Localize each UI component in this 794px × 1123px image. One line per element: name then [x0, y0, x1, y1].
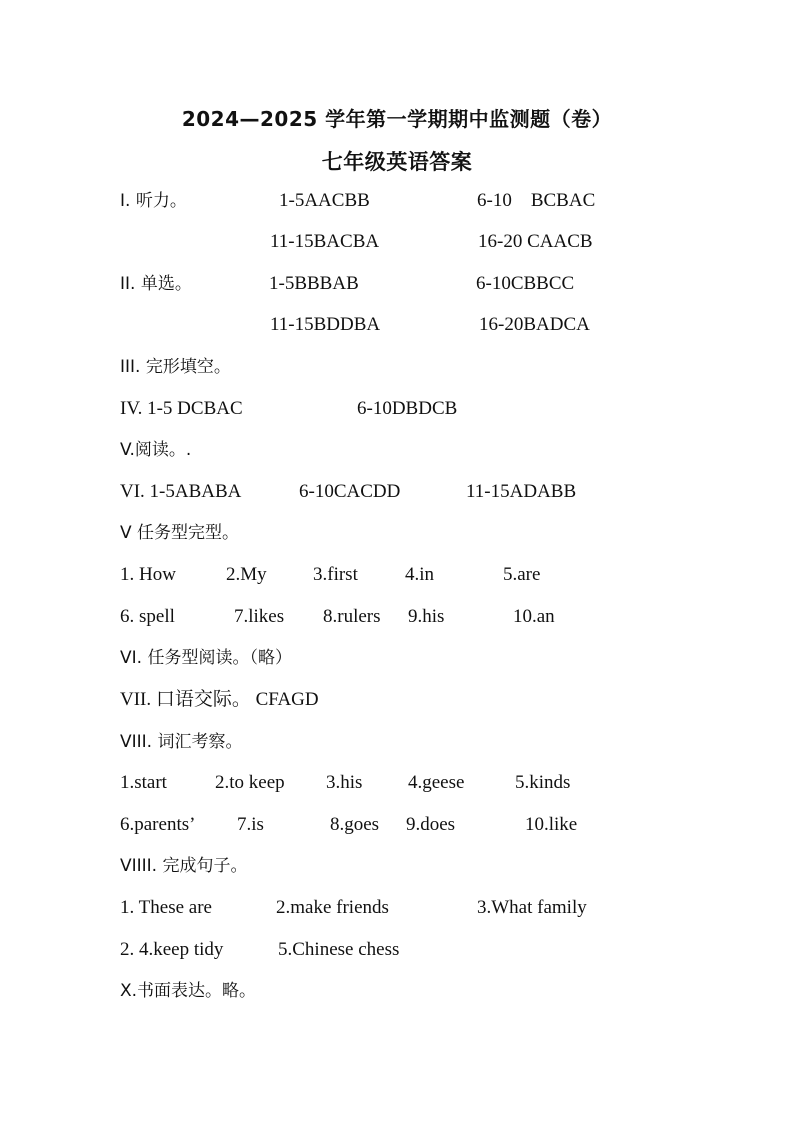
oral-communication-row — [0, 687, 794, 713]
answer-item: 1. These are — [120, 897, 212, 918]
answer-item: 5.are — [503, 564, 541, 585]
answer-item: 2.My — [226, 564, 267, 585]
task-reading-row — [0, 645, 794, 671]
section-label-sentences: VIIII. 完成句子。 — [120, 856, 248, 876]
answer-item: 6. spell — [120, 606, 175, 627]
answer-item: 6.parents’ — [120, 814, 196, 835]
answer-item: 4.geese — [408, 772, 465, 793]
answer-group: 16-20BADCA — [479, 314, 590, 335]
answer-item: 9.his — [408, 606, 445, 627]
answer-group: 11-15ADABB — [466, 481, 577, 502]
answer-group: IV. 1-5 DCBAC — [120, 398, 243, 419]
reading-answer-row — [0, 479, 794, 505]
task-cloze-row-2 — [0, 604, 794, 630]
answer-item: 3.his — [326, 772, 363, 793]
vocabulary-row-1 — [0, 770, 794, 796]
listening-row-1 — [0, 188, 794, 214]
section-label-single-choice: II. 单选。 — [120, 274, 192, 294]
answer-item: 1.start — [120, 772, 167, 793]
answer-item: 7.is — [237, 814, 264, 835]
single-choice-row-1 — [0, 271, 794, 297]
section-label-task-reading: VI. 任务型阅读。（略） — [120, 648, 292, 668]
answer-item: 3.What family — [477, 897, 587, 918]
answer-group: 1-5AACBB — [279, 190, 370, 211]
page-title: 2024—2025 学年第一学期期中监测题（卷） — [181, 107, 613, 131]
answer-group: 6-10CBBCC — [476, 273, 575, 294]
answer-group: 6-10CACDD — [299, 481, 401, 502]
vocabulary-heading-row — [0, 729, 794, 755]
answer-item: 5.Chinese chess — [278, 939, 400, 960]
page-subtitle: 七年级英语答案 — [321, 150, 473, 174]
section-label-listening: I. 听力。 — [120, 191, 187, 211]
sentence-row-1 — [0, 895, 794, 921]
writing-row — [0, 978, 794, 1004]
single-choice-row-2 — [0, 312, 794, 338]
listening-row-2 — [0, 229, 794, 255]
answer-item: 8.goes — [330, 814, 380, 835]
answer-item: 1. How — [120, 564, 176, 585]
answer-group: 16-20 CAACB — [478, 231, 593, 252]
answer-item: 2.make friends — [276, 897, 389, 918]
answer-item: 2.to keep — [215, 772, 285, 793]
sentence-row-2 — [0, 937, 794, 963]
answer-item: 5.kinds — [515, 772, 571, 793]
answer-item: 10.an — [513, 606, 555, 627]
answer-item: 9.does — [406, 814, 456, 835]
section-label-vocabulary: VIII. 词汇考察。 — [120, 732, 243, 752]
answer-group: 11-15BDDBA — [270, 314, 381, 335]
task-cloze-row-1 — [0, 562, 794, 588]
task-cloze-heading-row — [0, 520, 794, 546]
answer-item: 8.rulers — [323, 606, 381, 627]
section-label-writing: X.书面表达。略。 — [120, 981, 257, 1001]
answer-item: 10.like — [525, 814, 578, 835]
reading-heading-row — [0, 437, 794, 463]
answer-item: 3.first — [313, 564, 358, 585]
answer-group: VI. 1-5ABABA — [120, 481, 242, 502]
cloze-heading-row — [0, 354, 794, 380]
answer-item: 2. 4.keep tidy — [120, 939, 224, 960]
answer-item: 7.likes — [234, 606, 285, 627]
answer-group: 1-5BBBAB — [269, 273, 359, 294]
answer-group: 11-15BACBA — [270, 231, 380, 252]
section-label-task-cloze: V 任务型完型。 — [120, 523, 240, 543]
section-label-oral: VII. 口语交际。 CFAGD — [120, 689, 319, 710]
answer-group: 6-10DBDCB — [357, 398, 458, 419]
section-label-cloze: III. 完形填空。 — [120, 357, 231, 377]
answer-group: 6-10 BCBAC — [477, 190, 596, 211]
section-label-reading: V.阅读。. — [120, 440, 192, 460]
answer-item: 4.in — [405, 564, 435, 585]
vocabulary-row-2 — [0, 812, 794, 838]
sentence-heading-row — [0, 853, 794, 879]
cloze-answer-row — [0, 396, 794, 422]
